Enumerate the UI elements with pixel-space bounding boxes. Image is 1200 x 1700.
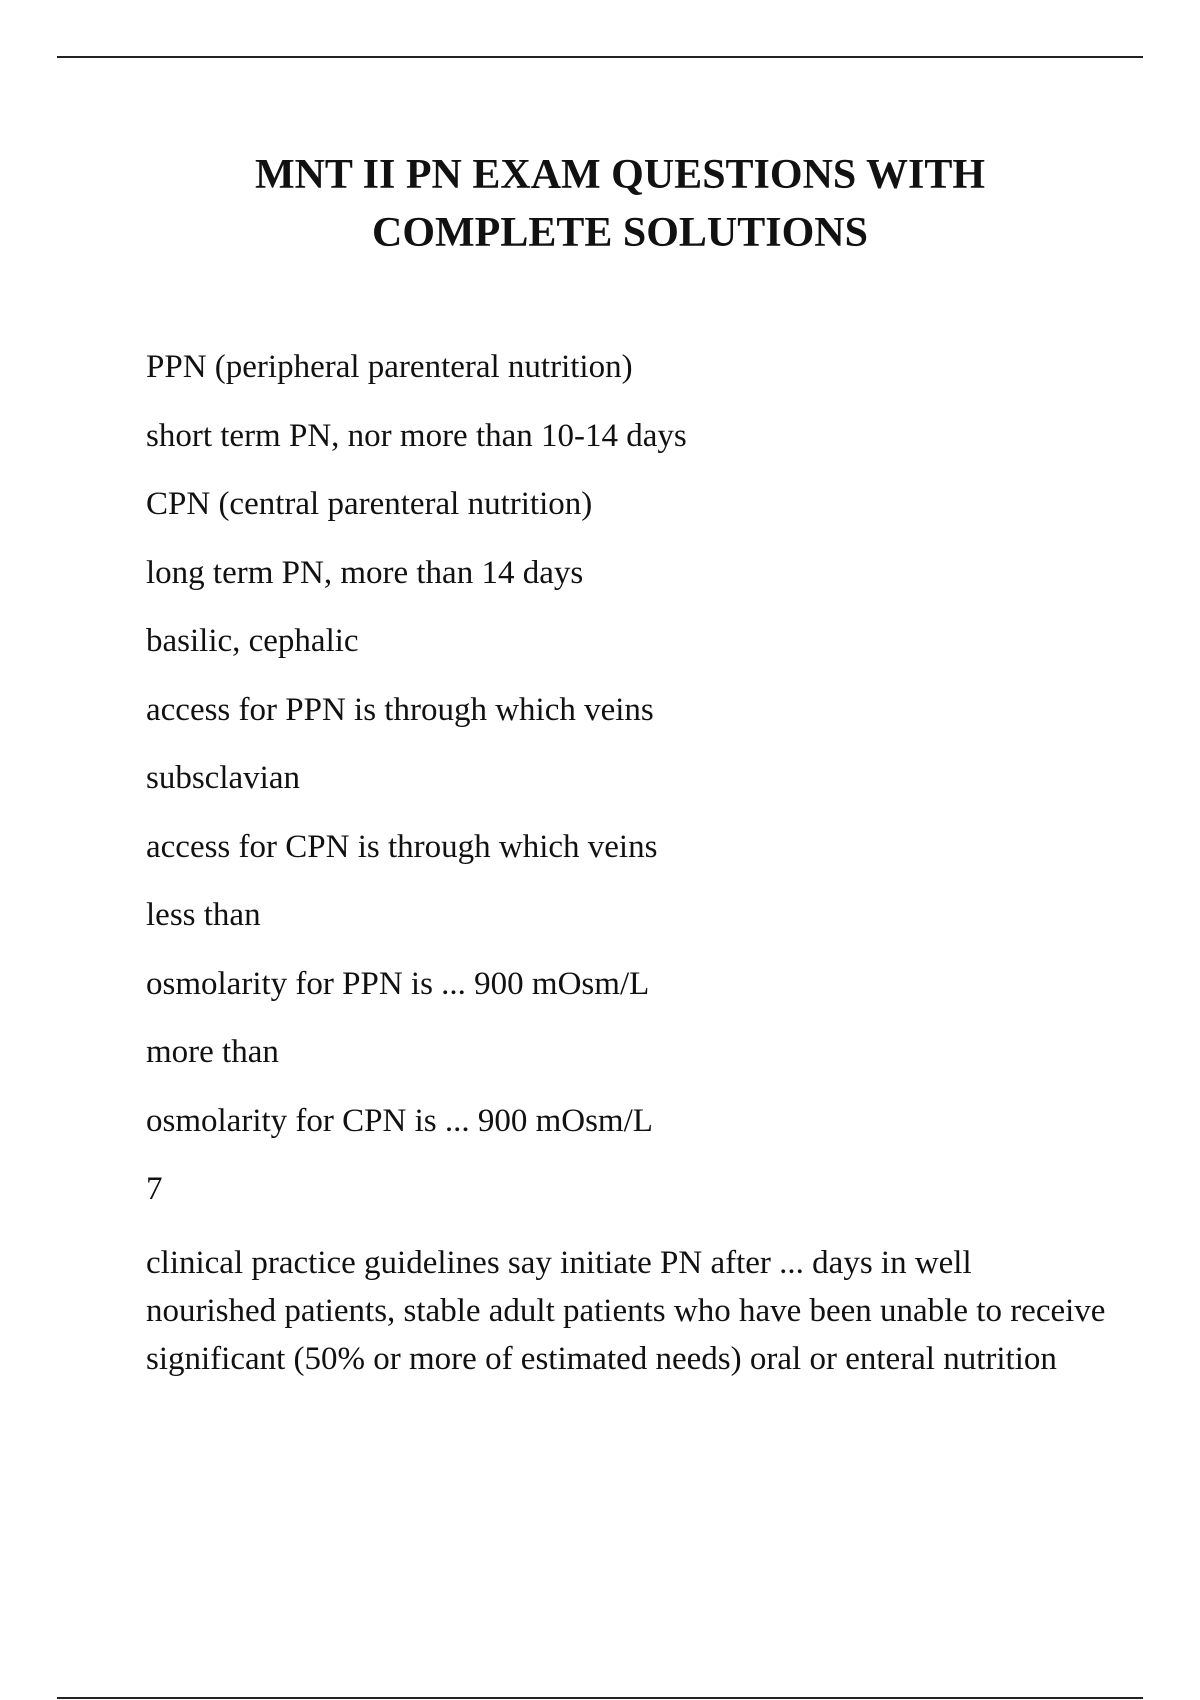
- list-item: CPN (central parenteral nutrition): [146, 486, 593, 522]
- list-item: access for PPN is through which veins: [146, 691, 654, 728]
- list-item: 7: [146, 1171, 163, 1207]
- bottom-rule: [57, 1697, 1143, 1699]
- list-item: osmolarity for CPN is ... 900 mOsm/L: [146, 1102, 653, 1139]
- list-item: PPN (peripheral parenteral nutrition): [146, 349, 633, 385]
- list-item: more than: [146, 1034, 279, 1070]
- list-item: osmolarity for PPN is ... 900 mOsm/L: [146, 965, 650, 1002]
- list-item: short term PN, nor more than 10-14 days: [146, 417, 687, 454]
- list-item: basilic, cephalic: [146, 623, 359, 659]
- title-line-1: MNT II PN EXAM QUESTIONS WITH: [254, 152, 986, 198]
- list-item: long term PN, more than 14 days: [146, 554, 584, 591]
- document-title: [0, 146, 1200, 262]
- list-item: subsclavian: [146, 760, 300, 796]
- list-item: access for CPN is through which veins: [146, 828, 658, 865]
- question-list: [146, 348, 1106, 1383]
- top-rule: [57, 56, 1143, 58]
- title-line-2: COMPLETE SOLUTIONS: [372, 210, 868, 256]
- list-item: less than: [146, 897, 261, 933]
- guideline-paragraph: clinical practice guidelines say initiate PN after ... days in well nourished patients, stable adult patients who have been unable to receive significant (50% or more of estimated needs) oral or enteral nutrition: [146, 1244, 1106, 1377]
